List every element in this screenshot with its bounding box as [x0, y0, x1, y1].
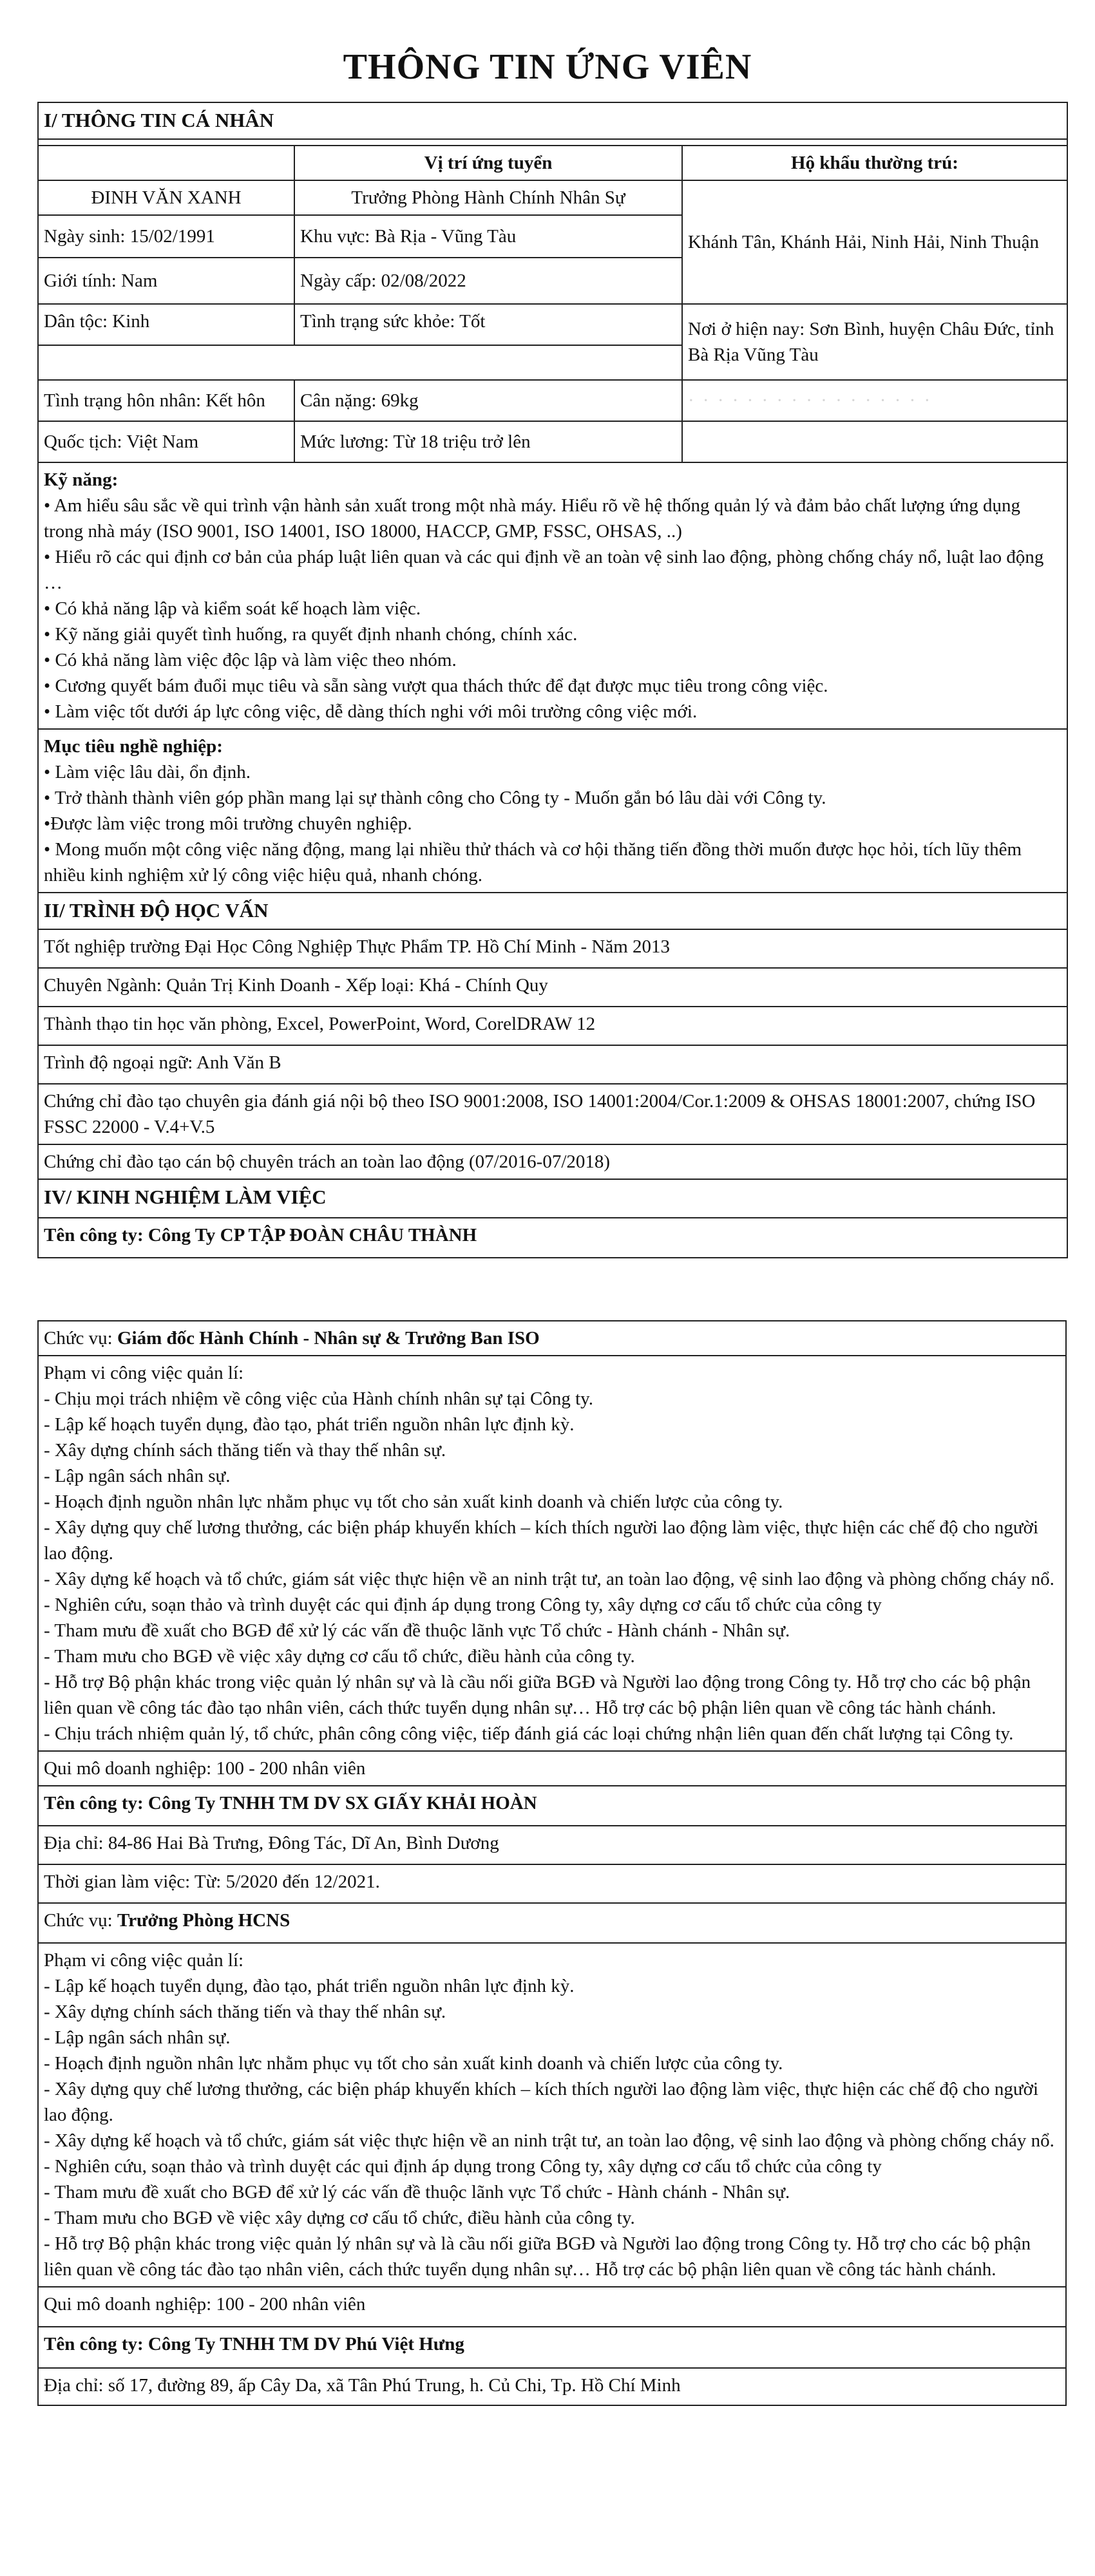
skill-item: • Có khả năng làm việc độc lập và làm việc theo nhóm. — [44, 649, 457, 670]
section-experience-heading: IV/ KINH NGHIỆM LÀM VIỆC — [38, 1179, 1067, 1218]
duty-item: - Hỗ trợ Bộ phận khác trong việc quản lý nhân sự và là cầu nối giữa BGĐ và Người lao động trong Công ty. Hỗ trợ cho các bộ phận liên quan về công tác đào tạo nhân viên, cách thức tuyển dụng nhân sự… Hỗ trợ các bộ phận liên quan về công tác hành chánh. — [44, 2233, 1031, 2280]
role-label: Chức vụ: — [44, 1328, 117, 1349]
company-row — [38, 2327, 1066, 2368]
duty-item: - Chịu mọi trách nhiệm về công việc của Hành chính nhân sự tại Công ty. — [44, 1388, 594, 1410]
date-of-birth: Ngày sinh: 15/02/1991 — [38, 215, 294, 258]
education-row: Thành thạo tin học văn phòng, Excel, PowerPoint, Word, CorelDRAW 12 — [38, 1007, 1067, 1045]
candidate-info-table — [37, 102, 1068, 1258]
goals-list — [44, 759, 1062, 888]
duty-item: - Xây dựng kế hoạch và tổ chức, giám sát việc thực hiện về an ninh trật tư, an toàn lao động, vệ sinh lao động và phòng chống cháy nổ. — [44, 2130, 1054, 2152]
company-scale: Qui mô doanh nghiệp: 100 - 200 nhân viên — [38, 1751, 1066, 1786]
spacer-row — [38, 139, 1067, 146]
weight: Cân nặng: 69kg — [294, 380, 682, 421]
education-row: Chứng chỉ đào tạo chuyên gia đánh giá nội bộ theo ISO 9001:2008, ISO 14001:2004/Cor.1:2009 & OHSAS 18001:2007, chứng ISO FSSC 22000 - V.4+V.5 — [38, 1084, 1067, 1144]
work-period: Thời gian làm việc: Từ: 5/2020 đến 12/2021. — [38, 1864, 1066, 1903]
duty-item: - Nghiên cứu, soạn thảo và trình duyệt các qui định áp dụng trong Công ty, xây dựng cơ cấu tổ chức của công ty — [44, 1595, 882, 1616]
section-personal-heading: I/ THÔNG TIN CÁ NHÂN — [38, 102, 1067, 139]
duty-item: - Hoạch định nguồn nhân lực nhằm phục vụ tốt cho sản xuất kinh doanh và chiến lược của công ty. — [44, 1492, 783, 1513]
company-name: Công Ty TNHH TM DV Phú Việt Hưng — [148, 2334, 464, 2355]
scope-heading: Phạm vi công việc quản lí: — [44, 1363, 244, 1384]
nationality: Quốc tịch: Việt Nam — [38, 421, 294, 462]
company-address: Địa chỉ: số 17, đường 89, ấp Cây Da, xã Tân Phú Trung, h. Củ Chi, Tp. Hồ Chí Minh — [38, 2368, 1066, 2405]
duty-item: - Hoạch định nguồn nhân lực nhằm phục vụ tốt cho sản xuất kinh doanh và chiến lược của công ty. — [44, 2053, 783, 2074]
duty-item: - Xây dựng quy chế lương thưởng, các biện pháp khuyến khích – kích thích người lao động làm việc, thực hiện các chế độ cho người lao động. — [44, 1517, 1039, 1564]
duties-block — [38, 1943, 1066, 2287]
duty-item: - Lập ngân sách nhân sự. — [44, 1466, 231, 1487]
candidate-name: ĐINH VĂN XANH — [38, 180, 294, 215]
company-name: Công Ty CP TẬP ĐOÀN CHÂU THÀNH — [148, 1224, 477, 1245]
role-row — [38, 1903, 1066, 1943]
skills-heading: Kỹ năng: — [44, 469, 119, 490]
gender: Giới tính: Nam — [38, 258, 294, 304]
skill-item: • Làm việc tốt dưới áp lực công việc, dễ dàng thích nghi với môi trường công việc mới. — [44, 701, 698, 722]
company-row — [38, 1786, 1066, 1826]
skill-item: • Kỹ năng giải quyết tình huống, ra quyết định nhanh chóng, chính xác. — [44, 623, 578, 645]
duty-item: - Chịu trách nhiệm quản lý, tổ chức, phân công công việc, tiếp đánh giá các loại chứng nhận liên quan đến chất lượng tại Công ty. — [44, 1723, 1014, 1745]
role-row — [38, 1321, 1066, 1356]
skills-block — [38, 462, 1067, 729]
section-education-heading: II/ TRÌNH ĐỘ HỌC VẤN — [38, 893, 1067, 929]
skill-item: • Cương quyết bám đuổi mục tiêu và sẵn sàng vượt qua thách thức để đạt được mục tiêu trong công việc. — [44, 675, 828, 696]
position-header: Vị trí ứng tuyển — [294, 146, 682, 180]
empty-row — [38, 345, 682, 380]
duty-item: - Hỗ trợ Bộ phận khác trong việc quản lý nhân sự và là cầu nối giữa BGĐ và Người lao động trong Công ty. Hỗ trợ cho các bộ phận liên quan về công tác đào tạo nhân viên, cách thức tuyển dụng nhân sự… Hỗ trợ các bộ phận liên quan về công tác hành chánh. — [44, 1672, 1031, 1719]
issue-date: Ngày cấp: 02/08/2022 — [294, 258, 682, 304]
blurred-text: · · · · · · · · · · · · · · · · · — [682, 380, 1067, 421]
area: Khu vực: Bà Rịa - Vũng Tàu — [294, 215, 682, 258]
duty-item: - Xây dựng chính sách thăng tiến và thay thế nhân sự. — [44, 2002, 446, 2023]
role-title: Trưởng Phòng HCNS — [117, 1910, 290, 1931]
name-cell — [38, 146, 294, 180]
duties-block — [38, 1356, 1066, 1751]
education-row: Tốt nghiệp trường Đại Học Công Nghiệp Thực Phẩm TP. Hồ Chí Minh - Năm 2013 — [38, 929, 1067, 968]
company-label: Tên công ty: — [44, 1793, 148, 1814]
company-address: Địa chỉ: 84-86 Hai Bà Trưng, Đông Tác, Dĩ An, Bình Dương — [38, 1826, 1066, 1864]
household-header: Hộ khẩu thường trú: — [682, 146, 1067, 180]
scope-heading: Phạm vi công việc quản lí: — [44, 1950, 244, 1971]
skill-item: • Hiểu rõ các qui định cơ bản của pháp luật liên quan và các qui định về an toàn vệ sinh lao động, phòng chống cháy nổ, luật lao động … — [44, 546, 1044, 593]
duty-item: - Xây dựng chính sách thăng tiến và thay thế nhân sự. — [44, 1440, 446, 1461]
duty-item: - Tham mưu đề xuất cho BGĐ để xử lý các vấn đề thuộc lãnh vực Tổ chức - Hành chánh - Nhân sự. — [44, 1620, 790, 1642]
company-scale: Qui mô doanh nghiệp: 100 - 200 nhân viên — [38, 2287, 1066, 2327]
duty-item: - Tham mưu cho BGĐ về việc xây dựng cơ cấu tổ chức, điều hành của công ty. — [44, 2208, 635, 2229]
duty-item: - Lập ngân sách nhân sự. — [44, 2027, 231, 2049]
ethnicity: Dân tộc: Kinh — [38, 304, 294, 345]
duty-item: - Xây dựng kế hoạch và tổ chức, giám sát việc thực hiện về an ninh trật tư, an toàn lao động, vệ sinh lao động và phòng chống cháy nổ. — [44, 1569, 1054, 1590]
empty-cell — [682, 421, 1067, 462]
skills-list — [44, 493, 1062, 724]
company-name: Công Ty TNHH TM DV SX GIẤY KHẢI HOÀN — [148, 1793, 537, 1814]
duty-item: - Nghiên cứu, soạn thảo và trình duyệt các qui định áp dụng trong Công ty, xây dựng cơ cấu tổ chức của công ty — [44, 2156, 882, 2177]
company-label: Tên công ty: — [44, 1224, 148, 1245]
experience-table — [37, 1320, 1067, 2406]
skill-item: • Am hiểu sâu sắc về qui trình vận hành sản xuất trong một nhà máy. Hiểu rõ về hệ thống quản lý và đảm bảo chất lượng ứng dụng trong nhà máy (ISO 9001, ISO 14001, ISO 18000, HACCP, GMP, FSSC, OHSAS, ..) — [44, 495, 1021, 542]
duty-item: - Lập kế hoạch tuyển dụng, đào tạo, phát triển nguồn nhân lực định kỳ. — [44, 1414, 575, 1435]
goal-item: •Được làm việc trong môi trường chuyên nghiệp. — [44, 813, 412, 834]
current-address: Nơi ở hiện nay: Sơn Bình, huyện Châu Đức, tỉnh Bà Rịa Vũng Tàu — [682, 304, 1067, 380]
household-value: Khánh Tân, Khánh Hải, Ninh Hải, Ninh Thuận — [682, 180, 1067, 304]
goals-heading: Mục tiêu nghề nghiệp: — [44, 735, 223, 757]
position-value: Trưởng Phòng Hành Chính Nhân Sự — [294, 180, 682, 215]
duty-item: - Xây dựng quy chế lương thưởng, các biện pháp khuyến khích – kích thích người lao động làm việc, thực hiện các chế độ cho người lao động. — [44, 2079, 1039, 2126]
duty-item: - Lập kế hoạch tuyển dụng, đào tạo, phát triển nguồn nhân lực định kỳ. — [44, 1976, 575, 1997]
health-status: Tình trạng sức khỏe: Tốt — [294, 304, 682, 345]
goal-item: • Làm việc lâu dài, ổn định. — [44, 761, 251, 782]
duties-list — [44, 1973, 1060, 2282]
goal-item: • Mong muốn một công việc năng động, mang lại nhiều thử thách và cơ hội thăng tiến đồng thời muốn được học hỏi, tích lũy thêm nhiều kinh nghiệm xử lý công việc hiệu quả, nhanh chóng. — [44, 839, 1022, 886]
goal-item: • Trở thành thành viên góp phần mang lại sự thành công cho Công ty - Muốn gắn bó lâu dài với Công ty. — [44, 787, 826, 808]
company-row — [38, 1218, 1067, 1258]
role-label: Chức vụ: — [44, 1910, 117, 1931]
duty-item: - Tham mưu đề xuất cho BGĐ để xử lý các vấn đề thuộc lãnh vực Tổ chức - Hành chánh - Nhân sự. — [44, 2182, 790, 2203]
duty-item: - Tham mưu cho BGĐ về việc xây dựng cơ cấu tổ chức, điều hành của công ty. — [44, 1646, 635, 1667]
education-row: Trình độ ngoại ngữ: Anh Văn B — [38, 1045, 1067, 1084]
company-label: Tên công ty: — [44, 2334, 148, 2355]
skill-item: • Có khả năng lập và kiểm soát kế hoạch làm việc. — [44, 598, 421, 619]
marital-status: Tình trạng hôn nhân: Kết hôn — [38, 380, 294, 421]
education-row: Chuyên Ngành: Quản Trị Kinh Doanh - Xếp loại: Khá - Chính Quy — [38, 968, 1067, 1007]
page-title: THÔNG TIN ỨNG VIÊN — [343, 47, 752, 87]
role-title: Giám đốc Hành Chính - Nhân sự & Trưởng Ban ISO — [117, 1328, 540, 1349]
goals-block — [38, 729, 1067, 893]
salary: Mức lương: Từ 18 triệu trở lên — [294, 421, 682, 462]
education-row: Chứng chỉ đào tạo cán bộ chuyên trách an toàn lao động (07/2016-07/2018) — [38, 1144, 1067, 1179]
duties-list — [44, 1386, 1060, 1747]
